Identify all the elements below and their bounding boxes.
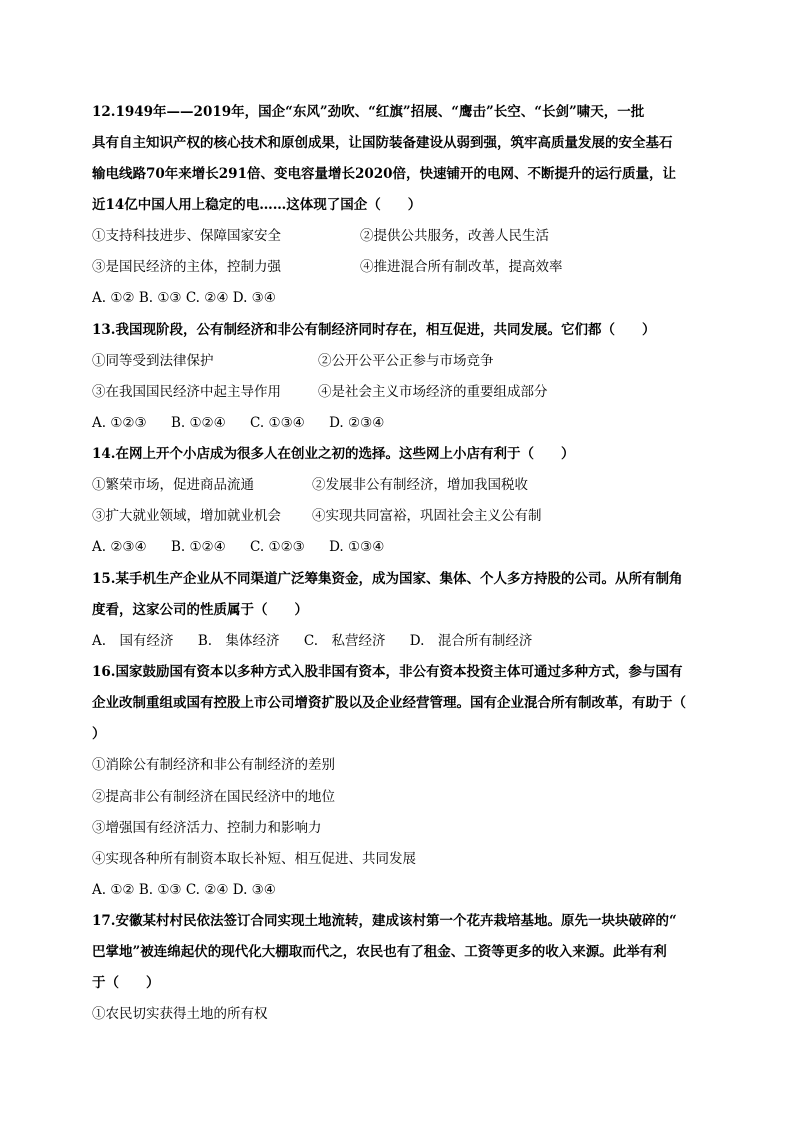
q14-item-3: ③扩大就业领域，增加就业机会 [92,508,281,524]
q13-option-a: A. ①②③ [92,415,147,431]
q13-option-d: D. ②③④ [329,415,385,431]
q17-line-1: 17.安徽某村村民依法签订合同实现土地流转，建成该村第一个花卉栽培基地。原先一块块破碎的“ [92,913,677,929]
q12-line-2: 具有自主知识产权的核心技术和原创成果，让国防装备建设从弱到强，筑牢高质量发展的安全基石 [92,135,673,151]
q15-option-a: A. 国有经济 [92,633,174,649]
q12-item-1: ①支持科技进步、保障国家安全 [92,228,281,244]
q13-option-c: C. ①③④ [250,415,305,431]
q14-option-c: C. ①②③ [250,539,305,555]
q16-item-2: ②提高非公有制经济在国民经济中的地位 [92,789,335,805]
q14-item-2: ②发展非公有制经济，增加我国税收 [312,477,528,493]
q12-item-4: ④推进混合所有制改革，提高效率 [360,259,563,275]
q14-option-b: B. ①②④ [170,539,226,555]
q13-options [92,413,404,433]
q12-item-3: ③是国民经济的主体，控制力强 [92,259,281,275]
q17-line-2: 巴掌地”被连绵起伏的现代化大棚取而代之，农民也有了租金、工资等更多的收入来源。此举有利 [92,944,667,960]
q17-line-3: 于（ ） [92,975,160,991]
q16-line-1: 16.国家鼓励国有资本以多种方式入股非国有资本，非公有资本投资主体可通过多种方式，参与国有 [92,664,683,680]
q14-option-a: A. ②③④ [92,539,147,555]
q13-option-b: B. ①②④ [170,415,226,431]
q12-item-2: ②提供公共服务，改善人民生活 [360,228,549,244]
q13-item-2: ②公开公平公正参与市场竞争 [318,353,494,369]
q12-line-4: 近14亿中国人用上稳定的电……这体现了国企（ ） [92,197,422,213]
q14-option-d: D. ①③④ [329,539,385,555]
q14-options [92,537,404,557]
q13-item-1: ①同等受到法律保护 [92,353,214,369]
q13-item-3: ③在我国国民经济中起主导作用 [92,384,281,400]
q16-line-3: ） [92,726,106,742]
q14-item-4: ④实现共同富裕，巩固社会主义公有制 [312,508,542,524]
q15-line-1: 15.某手机生产企业从不同渠道广泛筹集资金，成为国家、集体、个人多方持股的公司。从所有制角 [92,571,683,587]
q12-line-3: 输电线路70年来增长291倍、变电容量增长2020倍，快速铺开的电网、不断提升的运行质量，让 [92,166,677,182]
q14-item-1: ①繁荣市场，促进商品流通 [92,477,254,493]
q15-line-2: 度看，这家公司的性质属于（ ） [92,602,308,618]
q13-item-4: ④是社会主义市场经济的重要组成部分 [318,384,548,400]
q16-options: A. ①② B. ①③ C. ②④ D. ③④ [92,882,276,898]
q17-item-1: ①农民切实获得土地的所有权 [92,1006,268,1022]
q13-line-1: 13.我国现阶段，公有制经济和非公有制经济同时存在，相互促进，共同发展。它们都（ ） [92,322,656,338]
q16-item-3: ③增强国有经济活力、控制力和影响力 [92,820,322,836]
q15-options [92,631,552,651]
q12-options: A. ①② B. ①③ C. ②④ D. ③④ [92,290,276,306]
q15-option-d: D. 混合所有制经济 [409,633,533,649]
q16-item-4: ④实现各种所有制资本取长补短、相互促进、共同发展 [92,851,416,867]
q12-line-1: 12.1949年——2019年，国企“东风”劲吹、“红旗”招展、“鹰击”长空、“长剑”啸天，一批 [92,104,645,120]
q16-line-2: 企业改制重组或国有控股上市公司增资扩股以及企业经营管理。国有企业混合所有制改革，有助于（ [92,695,686,711]
q14-line-1: 14.在网上开个小店成为很多人在创业之初的选择。这些网上小店有利于（ ） [92,446,575,462]
q15-option-c: C. 私营经济 [303,633,386,649]
q15-option-b: B. 集体经济 [197,633,280,649]
q16-item-1: ①消除公有制经济和非公有制经济的差别 [92,757,335,773]
